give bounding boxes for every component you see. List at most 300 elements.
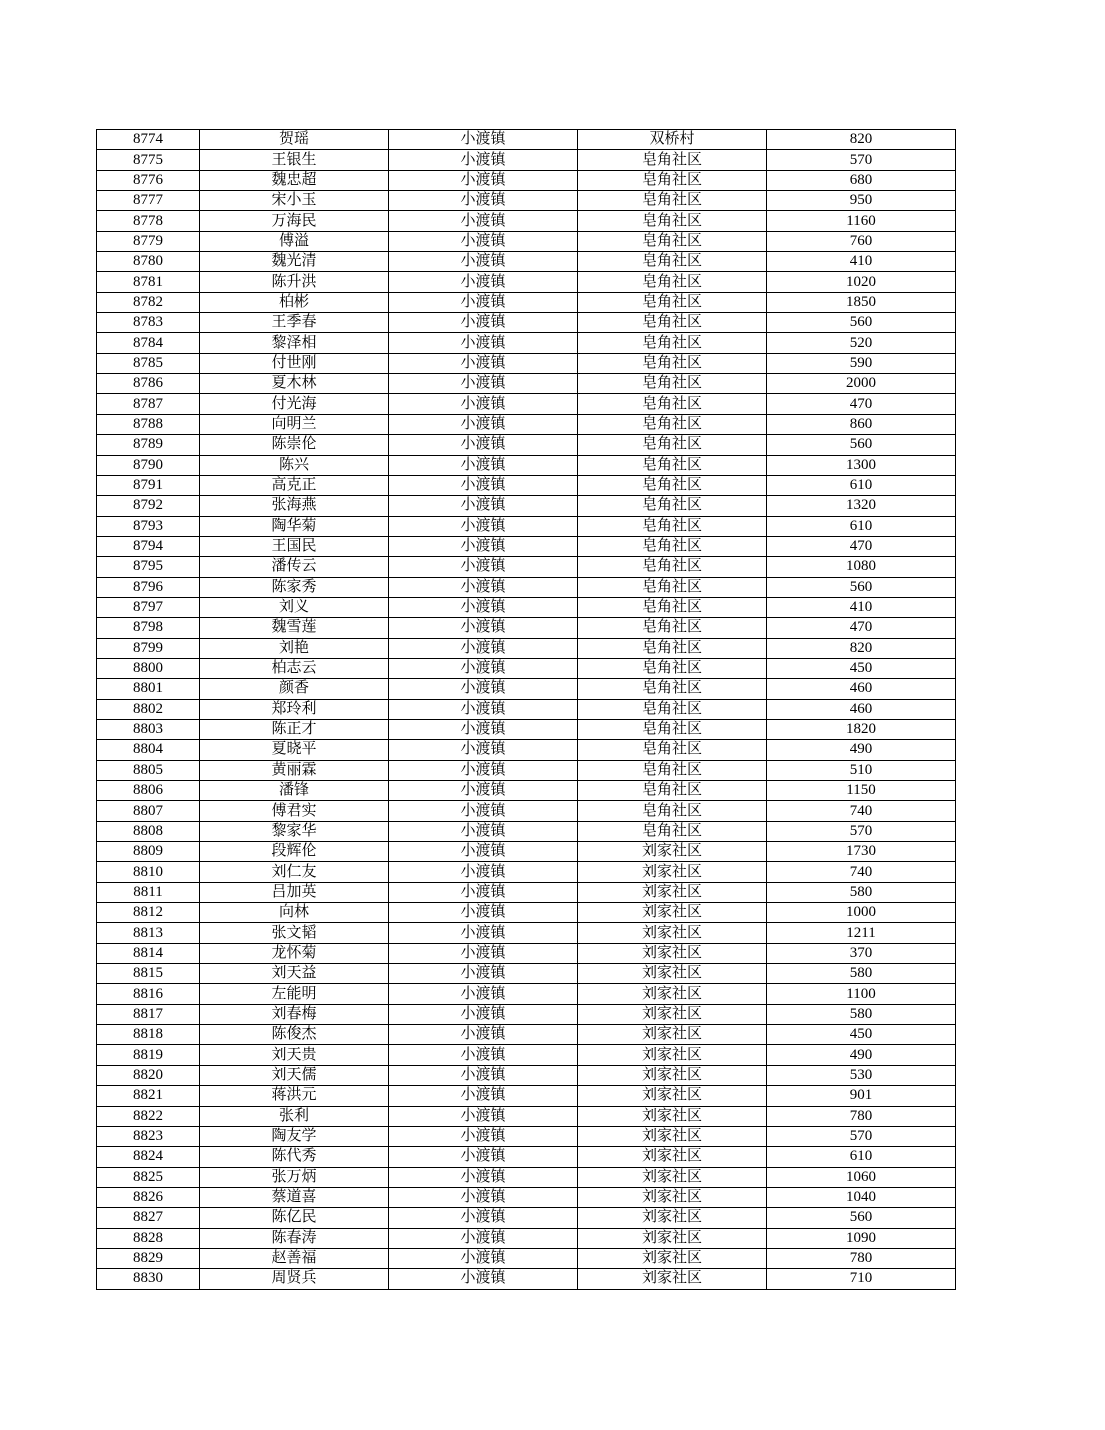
town-cell: 小渡镇 [389, 1025, 578, 1045]
amount-cell: 510 [767, 760, 956, 780]
name-cell: 陈崇伦 [200, 435, 389, 455]
name-cell: 刘天儒 [200, 1065, 389, 1085]
village-cell: 皂角社区 [578, 191, 767, 211]
amount-cell: 570 [767, 821, 956, 841]
village-cell: 刘家社区 [578, 1167, 767, 1187]
table-row [97, 414, 956, 434]
table-row [97, 1025, 956, 1045]
town-cell: 小渡镇 [389, 1208, 578, 1228]
town-cell: 小渡镇 [389, 394, 578, 414]
name-cell: 吕加英 [200, 882, 389, 902]
town-cell: 小渡镇 [389, 1248, 578, 1268]
village-cell: 皂角社区 [578, 658, 767, 678]
row-number-cell: 8793 [97, 516, 200, 536]
table-row [97, 597, 956, 617]
name-cell: 龙怀菊 [200, 943, 389, 963]
table-row [97, 862, 956, 882]
village-cell: 双桥村 [578, 130, 767, 150]
town-cell: 小渡镇 [389, 1086, 578, 1106]
town-cell: 小渡镇 [389, 231, 578, 251]
amount-cell: 1211 [767, 923, 956, 943]
town-cell: 小渡镇 [389, 1269, 578, 1289]
table-row [97, 1269, 956, 1289]
table-row [97, 760, 956, 780]
name-cell: 陈代秀 [200, 1147, 389, 1167]
row-number-cell: 8810 [97, 862, 200, 882]
row-number-cell: 8775 [97, 150, 200, 170]
table-row [97, 536, 956, 556]
table-row [97, 1208, 956, 1228]
village-cell: 皂角社区 [578, 333, 767, 353]
amount-cell: 820 [767, 638, 956, 658]
name-cell: 陈亿民 [200, 1208, 389, 1228]
row-number-cell: 8812 [97, 903, 200, 923]
name-cell: 贺瑶 [200, 130, 389, 150]
amount-cell: 580 [767, 1004, 956, 1024]
town-cell: 小渡镇 [389, 1187, 578, 1207]
name-cell: 柏志云 [200, 658, 389, 678]
table-row [97, 394, 956, 414]
name-cell: 刘天益 [200, 964, 389, 984]
town-cell: 小渡镇 [389, 333, 578, 353]
table-row [97, 516, 956, 536]
amount-cell: 460 [767, 699, 956, 719]
amount-cell: 610 [767, 516, 956, 536]
town-cell: 小渡镇 [389, 150, 578, 170]
town-cell: 小渡镇 [389, 719, 578, 739]
village-cell: 刘家社区 [578, 1248, 767, 1268]
amount-cell: 1090 [767, 1228, 956, 1248]
name-cell: 万海民 [200, 211, 389, 231]
table-row [97, 496, 956, 516]
name-cell: 周贤兵 [200, 1269, 389, 1289]
town-cell: 小渡镇 [389, 801, 578, 821]
name-cell: 刘天贵 [200, 1045, 389, 1065]
table-row [97, 557, 956, 577]
amount-cell: 1080 [767, 557, 956, 577]
row-number-cell: 8815 [97, 964, 200, 984]
amount-cell: 570 [767, 1126, 956, 1146]
village-cell: 皂角社区 [578, 170, 767, 190]
village-cell: 皂角社区 [578, 557, 767, 577]
town-cell: 小渡镇 [389, 536, 578, 556]
name-cell: 段辉伦 [200, 842, 389, 862]
village-cell: 刘家社区 [578, 1004, 767, 1024]
table-row [97, 984, 956, 1004]
row-number-cell: 8781 [97, 272, 200, 292]
row-number-cell: 8819 [97, 1045, 200, 1065]
town-cell: 小渡镇 [389, 984, 578, 1004]
town-cell: 小渡镇 [389, 1228, 578, 1248]
amount-cell: 820 [767, 130, 956, 150]
town-cell: 小渡镇 [389, 882, 578, 902]
amount-cell: 760 [767, 231, 956, 251]
row-number-cell: 8805 [97, 760, 200, 780]
village-cell: 皂角社区 [578, 740, 767, 760]
amount-cell: 470 [767, 536, 956, 556]
town-cell: 小渡镇 [389, 435, 578, 455]
table-row [97, 374, 956, 394]
amount-cell: 560 [767, 313, 956, 333]
town-cell: 小渡镇 [389, 211, 578, 231]
table-row [97, 658, 956, 678]
village-cell: 刘家社区 [578, 1106, 767, 1126]
village-cell: 皂角社区 [578, 353, 767, 373]
village-cell: 皂角社区 [578, 821, 767, 841]
amount-cell: 590 [767, 353, 956, 373]
row-number-cell: 8799 [97, 638, 200, 658]
row-number-cell: 8806 [97, 781, 200, 801]
row-number-cell: 8782 [97, 292, 200, 312]
row-number-cell: 8786 [97, 374, 200, 394]
row-number-cell: 8830 [97, 1269, 200, 1289]
row-number-cell: 8828 [97, 1228, 200, 1248]
row-number-cell: 8817 [97, 1004, 200, 1024]
town-cell: 小渡镇 [389, 313, 578, 333]
amount-cell: 470 [767, 394, 956, 414]
row-number-cell: 8776 [97, 170, 200, 190]
table-row [97, 455, 956, 475]
amount-cell: 1300 [767, 455, 956, 475]
village-cell: 皂角社区 [578, 577, 767, 597]
name-cell: 陈兴 [200, 455, 389, 475]
town-cell: 小渡镇 [389, 842, 578, 862]
name-cell: 张利 [200, 1106, 389, 1126]
town-cell: 小渡镇 [389, 496, 578, 516]
name-cell: 蒋洪元 [200, 1086, 389, 1106]
village-cell: 刘家社区 [578, 1045, 767, 1065]
amount-cell: 580 [767, 964, 956, 984]
row-number-cell: 8783 [97, 313, 200, 333]
table-row [97, 699, 956, 719]
name-cell: 宋小玉 [200, 191, 389, 211]
amount-cell: 1020 [767, 272, 956, 292]
row-number-cell: 8794 [97, 536, 200, 556]
name-cell: 高克正 [200, 475, 389, 495]
row-number-cell: 8788 [97, 414, 200, 434]
village-cell: 刘家社区 [578, 842, 767, 862]
row-number-cell: 8827 [97, 1208, 200, 1228]
name-cell: 向明兰 [200, 414, 389, 434]
table-row [97, 333, 956, 353]
table-row [97, 170, 956, 190]
town-cell: 小渡镇 [389, 923, 578, 943]
row-number-cell: 8789 [97, 435, 200, 455]
name-cell: 魏忠超 [200, 170, 389, 190]
village-cell: 皂角社区 [578, 252, 767, 272]
row-number-cell: 8795 [97, 557, 200, 577]
amount-cell: 1160 [767, 211, 956, 231]
row-number-cell: 8804 [97, 740, 200, 760]
row-number-cell: 8803 [97, 719, 200, 739]
table-row [97, 1086, 956, 1106]
amount-cell: 901 [767, 1086, 956, 1106]
town-cell: 小渡镇 [389, 1126, 578, 1146]
row-number-cell: 8800 [97, 658, 200, 678]
row-number-cell: 8792 [97, 496, 200, 516]
table-row [97, 842, 956, 862]
amount-cell: 1040 [767, 1187, 956, 1207]
table-row [97, 1045, 956, 1065]
village-cell: 皂角社区 [578, 394, 767, 414]
village-cell: 皂角社区 [578, 496, 767, 516]
name-cell: 刘春梅 [200, 1004, 389, 1024]
table-row [97, 1126, 956, 1146]
village-cell: 皂角社区 [578, 414, 767, 434]
amount-cell: 740 [767, 862, 956, 882]
row-number-cell: 8824 [97, 1147, 200, 1167]
row-number-cell: 8798 [97, 618, 200, 638]
amount-cell: 450 [767, 658, 956, 678]
village-cell: 皂角社区 [578, 618, 767, 638]
village-cell: 刘家社区 [578, 1187, 767, 1207]
name-cell: 张文韬 [200, 923, 389, 943]
town-cell: 小渡镇 [389, 903, 578, 923]
village-cell: 皂角社区 [578, 679, 767, 699]
village-cell: 皂角社区 [578, 638, 767, 658]
row-number-cell: 8797 [97, 597, 200, 617]
amount-cell: 780 [767, 1106, 956, 1126]
row-number-cell: 8809 [97, 842, 200, 862]
table-row [97, 882, 956, 902]
row-number-cell: 8823 [97, 1126, 200, 1146]
village-cell: 刘家社区 [578, 943, 767, 963]
name-cell: 陶友学 [200, 1126, 389, 1146]
amount-cell: 1100 [767, 984, 956, 1004]
town-cell: 小渡镇 [389, 1004, 578, 1024]
amount-cell: 560 [767, 435, 956, 455]
table-row [97, 679, 956, 699]
name-cell: 颜香 [200, 679, 389, 699]
town-cell: 小渡镇 [389, 475, 578, 495]
amount-cell: 520 [767, 333, 956, 353]
row-number-cell: 8821 [97, 1086, 200, 1106]
table-row [97, 821, 956, 841]
village-cell: 皂角社区 [578, 781, 767, 801]
name-cell: 黄丽霖 [200, 760, 389, 780]
name-cell: 陶华菊 [200, 516, 389, 536]
amount-cell: 410 [767, 597, 956, 617]
row-number-cell: 8820 [97, 1065, 200, 1085]
amount-cell: 1820 [767, 719, 956, 739]
name-cell: 王国民 [200, 536, 389, 556]
row-number-cell: 8777 [97, 191, 200, 211]
village-cell: 刘家社区 [578, 1208, 767, 1228]
amount-cell: 680 [767, 170, 956, 190]
village-cell: 刘家社区 [578, 923, 767, 943]
village-cell: 刘家社区 [578, 903, 767, 923]
village-cell: 刘家社区 [578, 984, 767, 1004]
name-cell: 付光海 [200, 394, 389, 414]
row-number-cell: 8813 [97, 923, 200, 943]
name-cell: 王季春 [200, 313, 389, 333]
town-cell: 小渡镇 [389, 781, 578, 801]
amount-cell: 610 [767, 1147, 956, 1167]
name-cell: 陈升洪 [200, 272, 389, 292]
town-cell: 小渡镇 [389, 1045, 578, 1065]
row-number-cell: 8822 [97, 1106, 200, 1126]
name-cell: 黎泽相 [200, 333, 389, 353]
village-cell: 皂角社区 [578, 231, 767, 251]
amount-cell: 410 [767, 252, 956, 272]
row-number-cell: 8791 [97, 475, 200, 495]
row-number-cell: 8801 [97, 679, 200, 699]
name-cell: 张万炳 [200, 1167, 389, 1187]
table-row [97, 1147, 956, 1167]
row-number-cell: 8811 [97, 882, 200, 902]
table-row [97, 475, 956, 495]
village-cell: 皂角社区 [578, 374, 767, 394]
table-row [97, 577, 956, 597]
table-row [97, 231, 956, 251]
name-cell: 潘传云 [200, 557, 389, 577]
amount-cell: 2000 [767, 374, 956, 394]
village-cell: 皂角社区 [578, 536, 767, 556]
amount-cell: 460 [767, 679, 956, 699]
row-number-cell: 8778 [97, 211, 200, 231]
table-row [97, 1004, 956, 1024]
table-row [97, 638, 956, 658]
table-row [97, 1167, 956, 1187]
table-row [97, 1248, 956, 1268]
village-cell: 刘家社区 [578, 1269, 767, 1289]
town-cell: 小渡镇 [389, 1147, 578, 1167]
town-cell: 小渡镇 [389, 353, 578, 373]
amount-cell: 1850 [767, 292, 956, 312]
town-cell: 小渡镇 [389, 557, 578, 577]
amount-cell: 370 [767, 943, 956, 963]
village-cell: 刘家社区 [578, 1086, 767, 1106]
row-number-cell: 8814 [97, 943, 200, 963]
name-cell: 魏光清 [200, 252, 389, 272]
amount-cell: 740 [767, 801, 956, 821]
town-cell: 小渡镇 [389, 760, 578, 780]
town-cell: 小渡镇 [389, 1106, 578, 1126]
row-number-cell: 8816 [97, 984, 200, 1004]
village-cell: 皂角社区 [578, 801, 767, 821]
village-cell: 皂角社区 [578, 435, 767, 455]
table-row [97, 801, 956, 821]
name-cell: 夏木林 [200, 374, 389, 394]
town-cell: 小渡镇 [389, 740, 578, 760]
row-number-cell: 8826 [97, 1187, 200, 1207]
village-cell: 刘家社区 [578, 882, 767, 902]
name-cell: 王银生 [200, 150, 389, 170]
town-cell: 小渡镇 [389, 1065, 578, 1085]
village-cell: 皂角社区 [578, 211, 767, 231]
name-cell: 蔡道喜 [200, 1187, 389, 1207]
table-row [97, 150, 956, 170]
town-cell: 小渡镇 [389, 272, 578, 292]
town-cell: 小渡镇 [389, 516, 578, 536]
name-cell: 刘义 [200, 597, 389, 617]
amount-cell: 470 [767, 618, 956, 638]
village-cell: 刘家社区 [578, 1065, 767, 1085]
village-cell: 皂角社区 [578, 516, 767, 536]
row-number-cell: 8829 [97, 1248, 200, 1268]
village-cell: 刘家社区 [578, 1126, 767, 1146]
table-row [97, 943, 956, 963]
table-row [97, 353, 956, 373]
amount-cell: 490 [767, 740, 956, 760]
table-row [97, 313, 956, 333]
village-cell: 皂角社区 [578, 292, 767, 312]
table-row [97, 740, 956, 760]
town-cell: 小渡镇 [389, 374, 578, 394]
town-cell: 小渡镇 [389, 597, 578, 617]
amount-cell: 560 [767, 577, 956, 597]
table-row [97, 1106, 956, 1126]
name-cell: 刘艳 [200, 638, 389, 658]
town-cell: 小渡镇 [389, 862, 578, 882]
row-number-cell: 8780 [97, 252, 200, 272]
town-cell: 小渡镇 [389, 191, 578, 211]
town-cell: 小渡镇 [389, 170, 578, 190]
table-row [97, 292, 956, 312]
amount-cell: 780 [767, 1248, 956, 1268]
town-cell: 小渡镇 [389, 455, 578, 475]
name-cell: 傅君实 [200, 801, 389, 821]
name-cell: 陈俊杰 [200, 1025, 389, 1045]
table-row [97, 781, 956, 801]
name-cell: 傅溢 [200, 231, 389, 251]
table-row [97, 435, 956, 455]
row-number-cell: 8807 [97, 801, 200, 821]
name-cell: 柏彬 [200, 292, 389, 312]
town-cell: 小渡镇 [389, 130, 578, 150]
row-number-cell: 8785 [97, 353, 200, 373]
name-cell: 张海燕 [200, 496, 389, 516]
village-cell: 皂角社区 [578, 475, 767, 495]
name-cell: 向林 [200, 903, 389, 923]
amount-cell: 450 [767, 1025, 956, 1045]
amount-cell: 1150 [767, 781, 956, 801]
table-row [97, 191, 956, 211]
amount-cell: 1730 [767, 842, 956, 862]
village-cell: 皂角社区 [578, 699, 767, 719]
village-cell: 刘家社区 [578, 1025, 767, 1045]
amount-cell: 1320 [767, 496, 956, 516]
village-cell: 刘家社区 [578, 1228, 767, 1248]
name-cell: 夏晓平 [200, 740, 389, 760]
row-number-cell: 8779 [97, 231, 200, 251]
town-cell: 小渡镇 [389, 252, 578, 272]
town-cell: 小渡镇 [389, 414, 578, 434]
name-cell: 魏雪莲 [200, 618, 389, 638]
name-cell: 黎家华 [200, 821, 389, 841]
amount-cell: 560 [767, 1208, 956, 1228]
name-cell: 左能明 [200, 984, 389, 1004]
amount-cell: 860 [767, 414, 956, 434]
table-row [97, 719, 956, 739]
table-row [97, 903, 956, 923]
town-cell: 小渡镇 [389, 964, 578, 984]
amount-cell: 490 [767, 1045, 956, 1065]
village-cell: 皂角社区 [578, 313, 767, 333]
village-cell: 刘家社区 [578, 1147, 767, 1167]
row-number-cell: 8784 [97, 333, 200, 353]
town-cell: 小渡镇 [389, 1167, 578, 1187]
town-cell: 小渡镇 [389, 577, 578, 597]
town-cell: 小渡镇 [389, 699, 578, 719]
town-cell: 小渡镇 [389, 292, 578, 312]
amount-cell: 1000 [767, 903, 956, 923]
row-number-cell: 8808 [97, 821, 200, 841]
amount-cell: 950 [767, 191, 956, 211]
town-cell: 小渡镇 [389, 943, 578, 963]
village-cell: 皂角社区 [578, 760, 767, 780]
name-cell: 陈正才 [200, 719, 389, 739]
